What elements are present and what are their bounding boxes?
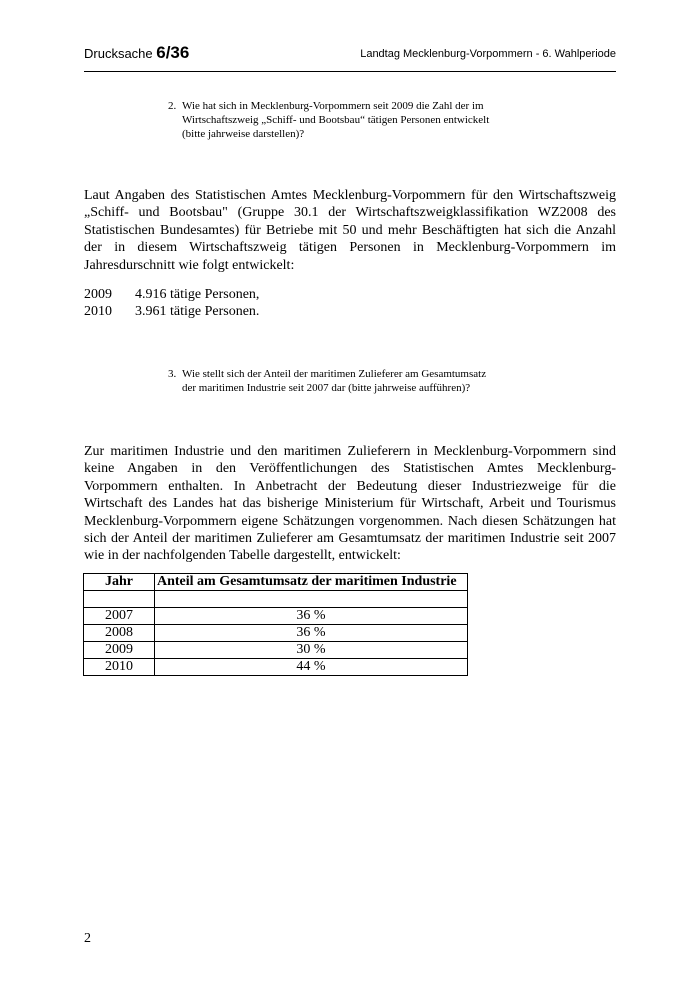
table-cell-year: 2010 — [84, 659, 155, 676]
page-number: 2 — [84, 931, 91, 946]
table-cell-year: 2007 — [84, 608, 155, 625]
question-number: 2. — [168, 100, 177, 112]
answer-3-paragraph — [84, 443, 616, 565]
paragraph-line: Zur maritimen Industrie und den maritimen Zulieferern in Mecklenburg-Vorpommern sind — [84, 444, 616, 459]
question-text — [182, 367, 486, 395]
paragraph-line: Jahresdurschnitt wie folgt entwickelt: — [84, 257, 295, 273]
table-row — [84, 608, 468, 625]
question-number: 3. — [168, 368, 177, 380]
header-document-reference — [84, 44, 189, 63]
question-line: der maritimen Industrie seit 2007 dar (bitte jahrweise aufführen)? — [182, 382, 471, 394]
list-value: 3.961 tätige Personen. — [135, 304, 260, 320]
table-row — [84, 659, 468, 676]
column-header-year: Jahr — [84, 574, 155, 591]
header-divider — [84, 71, 616, 72]
paragraph-line: Vorpommern enthalten. In Anbetracht der Bedeutung dieser Industriezweige für die — [84, 478, 616, 494]
paragraph-line: Mecklenburg-Vorpommern eigene Schätzungen vorgenommen. Nach diesen Schätzungen hat — [84, 513, 616, 529]
paragraph-line: wie in der nachfolgenden Tabelle dargestellt, entwickelt: — [84, 548, 401, 564]
question-line: Wirtschaftszweig „Schiff- und Bootsbau“ tätigen Personen entwickelt — [182, 114, 490, 126]
question-text — [182, 99, 489, 141]
table-cell-share: 36 % — [155, 608, 468, 625]
table-header-row — [84, 574, 468, 591]
question-line: Wie hat sich in Mecklenburg-Vorpommern seit 2009 die Zahl der im — [182, 100, 484, 112]
header-prefix: Drucksache — [84, 46, 157, 61]
question-line: (bitte jahrweise darstellen)? — [182, 128, 305, 140]
table-cell-year: 2009 — [84, 642, 155, 659]
list-item — [84, 286, 384, 303]
table-row — [84, 625, 468, 642]
paragraph-line: „Schiff- und Bootsbau" (Gruppe 30.1 der Wirtschaftszweigklassifikation WZ2008 des — [84, 205, 616, 221]
paragraph-line: Laut Angaben des Statistischen Amtes Mecklenburg-Vorpommern für den Wirtschaftszweig — [84, 188, 616, 203]
answer-2-paragraph — [84, 187, 616, 274]
table-cell-share: 36 % — [155, 625, 468, 642]
list-year: 2010 — [84, 304, 112, 320]
paragraph-line: sich der Anteil der maritimen Zulieferer am Gesamtumsatz der maritimen Industrie seit 2007 — [84, 531, 616, 547]
employment-list — [84, 286, 384, 321]
header-doc-number: 6/36 — [156, 43, 190, 62]
table-cell-share: 44 % — [155, 659, 468, 676]
table-cell-share: 30 % — [155, 642, 468, 659]
share-table — [83, 573, 468, 676]
page-header — [84, 44, 616, 66]
list-year: 2009 — [84, 287, 112, 302]
paragraph-line: keine Angaben in den Veröffentlichungen des Statistischen Amtes Mecklenburg- — [84, 461, 616, 477]
table-cell-year: 2008 — [84, 625, 155, 642]
column-header-share: Anteil am Gesamtumsatz der maritimen Industrie — [155, 574, 468, 591]
header-parliament-title: Landtag Mecklenburg-Vorpommern - 6. Wahlperiode — [360, 48, 616, 60]
list-item — [84, 303, 384, 320]
paragraph-line: Wirtschaft des Landes hat das bisherige Ministerium für Wirtschaft, Arbeit und Tourismus — [84, 496, 616, 512]
table-row — [84, 642, 468, 659]
paragraph-line: Statistischen Bundesamtes) für Betriebe mit 50 und mehr Beschäftigten hat sich die Anzahl — [84, 222, 616, 238]
question-line: Wie stellt sich der Anteil der maritimen Zulieferer am Gesamtumsatz — [182, 368, 487, 380]
list-value: 4.916 tätige Personen, — [135, 287, 260, 302]
paragraph-line: der in diesem Wirtschaftszweig tätigen Personen in Mecklenburg-Vorpommern im — [84, 240, 616, 256]
table-spacer-row — [84, 591, 468, 608]
